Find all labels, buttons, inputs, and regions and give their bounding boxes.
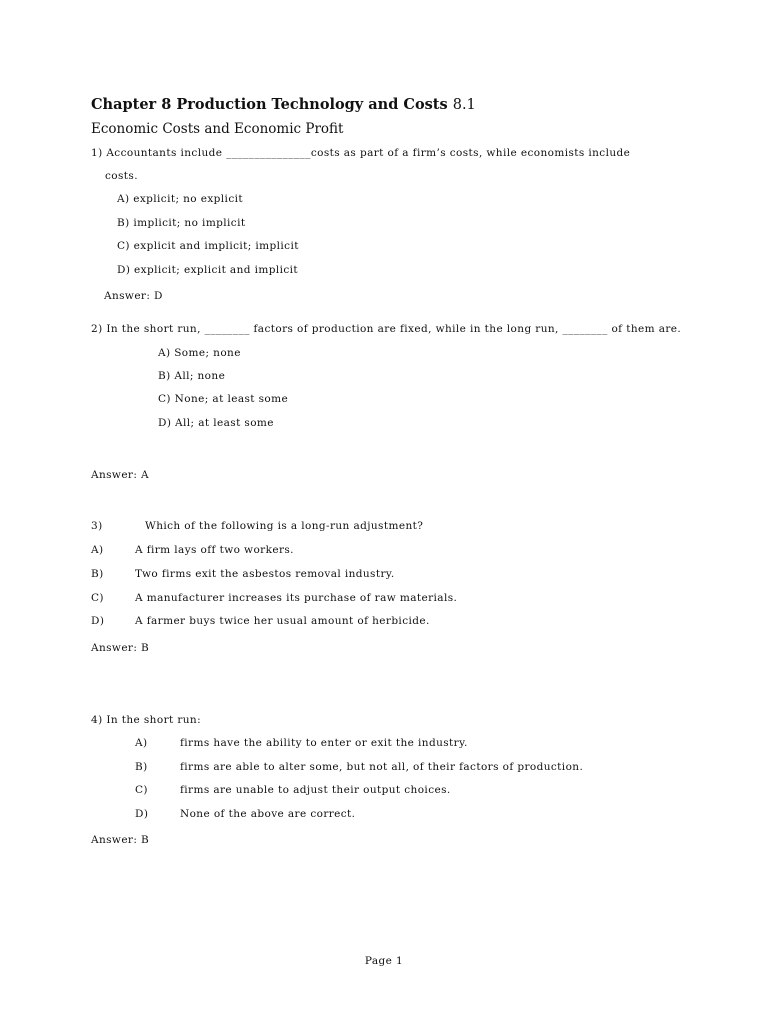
section-number: 8.1	[452, 97, 476, 113]
question-3-option-d-text: A farmer buys twice her usual amount of herbicide.	[135, 615, 430, 627]
question-1-option-b: B) implicit; no implicit	[117, 217, 246, 229]
question-2-answer: Answer: A	[91, 469, 150, 481]
question-3-option-d-letter: D)	[91, 615, 105, 627]
question-4-option-d-letter: D)	[135, 808, 149, 820]
question-2-option-a: A) Some; none	[158, 347, 241, 359]
question-3-option-b-text: Two firms exit the asbestos removal industry.	[135, 568, 395, 580]
question-1-option-a: A) explicit; no explicit	[117, 193, 243, 205]
question-4-option-a-text: firms have the ability to enter or exit the industry.	[180, 737, 468, 749]
question-1-answer: Answer: D	[104, 290, 163, 302]
question-1-option-c: C) explicit and implicit; implicit	[117, 240, 299, 252]
question-3-stem: Which of the following is a long-run adjustment?	[145, 520, 424, 532]
question-3-option-b-letter: B)	[91, 568, 104, 580]
chapter-title-text: Chapter 8 Production Technology and Costs	[91, 96, 448, 113]
question-1-option-d: D) explicit; explicit and implicit	[117, 264, 299, 276]
question-3-number: 3)	[91, 520, 103, 532]
question-4-option-a-letter: A)	[135, 737, 148, 749]
page-number: Page 1	[364, 955, 404, 967]
question-4-option-c-text: firms are unable to adjust their output choices.	[180, 784, 451, 796]
question-1-stem-line2: costs.	[105, 170, 138, 182]
question-1-stem-line1: 1) Accountants include _______________costs as part of a firm’s costs, while economists include	[91, 147, 631, 159]
question-3-option-c-letter: C)	[91, 592, 104, 604]
question-4-stem: 4) In the short run:	[91, 714, 202, 726]
question-4-option-d-text: None of the above are correct.	[180, 808, 356, 820]
question-2-option-b: B) All; none	[158, 370, 226, 382]
question-3-answer: Answer: B	[91, 642, 150, 654]
question-2-stem: 2) In the short run, ________ factors of production are fixed, while in the long run, ________ of them are.	[91, 323, 682, 335]
question-3-option-a-letter: A)	[91, 544, 104, 556]
question-4-option-c-letter: C)	[135, 784, 148, 796]
question-2-option-c: C) None; at least some	[158, 393, 289, 405]
question-4-answer: Answer: B	[91, 834, 150, 846]
question-4-option-b-text: firms are able to alter some, but not all, of their factors of production.	[180, 761, 584, 773]
chapter-title	[91, 98, 476, 113]
question-3-option-c-text: A manufacturer increases its purchase of raw materials.	[135, 592, 458, 604]
section-title: Economic Costs and Economic Profit	[91, 121, 344, 137]
question-4-option-b-letter: B)	[135, 761, 148, 773]
question-2-option-d: D) All; at least some	[158, 417, 274, 429]
question-3-option-a-text: A firm lays off two workers.	[135, 544, 294, 556]
